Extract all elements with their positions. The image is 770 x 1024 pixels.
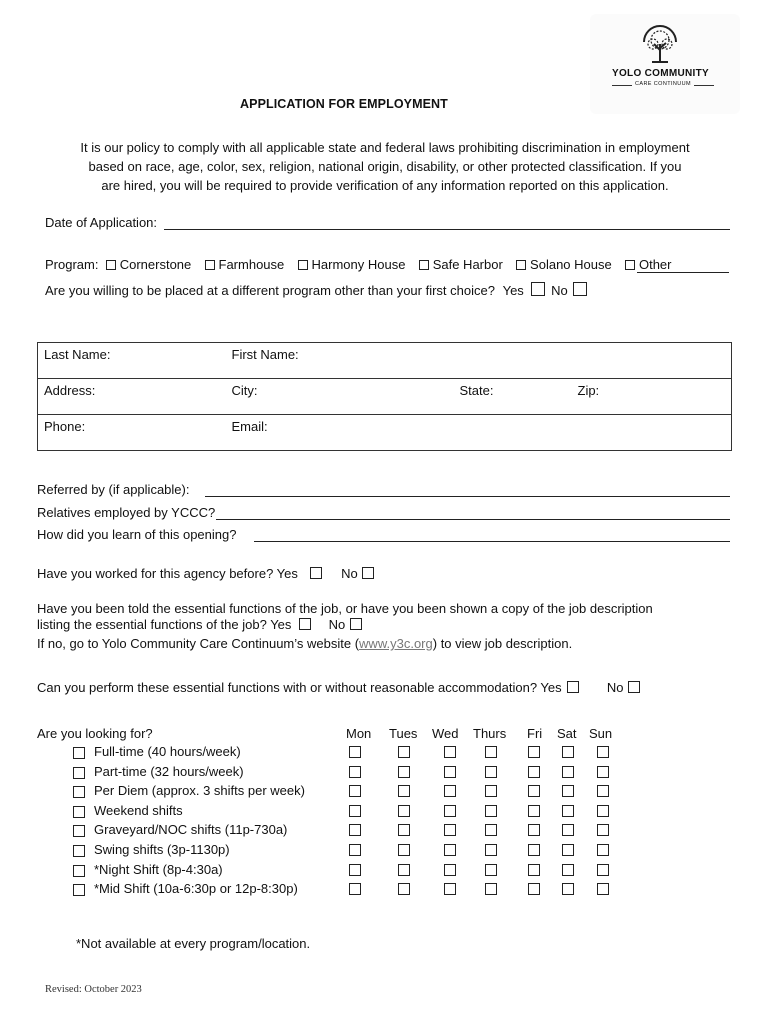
logo-rule-right: [694, 85, 714, 86]
city-cell[interactable]: [226, 379, 454, 415]
no-label: No: [328, 617, 346, 632]
day-checkbox-thurs[interactable]: [485, 746, 497, 758]
shift-type-checkbox[interactable]: [73, 845, 85, 857]
placement-no-checkbox[interactable]: [573, 282, 587, 296]
day-checkbox-fri[interactable]: [528, 805, 540, 817]
shift-row: [0, 822, 770, 840]
placement-row: [45, 282, 587, 298]
day-checkbox-sun[interactable]: [597, 824, 609, 836]
shift-row: [0, 881, 770, 899]
day-checkbox-tues[interactable]: [398, 864, 410, 876]
program-solano-house-checkbox[interactable]: [516, 260, 526, 270]
day-checkbox-thurs[interactable]: [485, 805, 497, 817]
worked-before-question: Have you worked for this agency before? Yes: [37, 566, 298, 581]
program-option: Harmony House: [311, 257, 406, 272]
website-link[interactable]: www.y3c.org: [359, 636, 433, 651]
program-harmony-house-checkbox[interactable]: [298, 260, 308, 270]
no-label: No: [341, 566, 358, 581]
worked-before-yes-checkbox[interactable]: [310, 567, 322, 579]
shift-type-checkbox[interactable]: [73, 806, 85, 818]
day-checkbox-mon[interactable]: [349, 785, 361, 797]
table-row: [38, 343, 732, 379]
day-checkbox-sun[interactable]: [597, 766, 609, 778]
program-option: Farmhouse: [218, 257, 285, 272]
shift-label: Full-time (40 hours/week): [94, 744, 241, 759]
worked-before-no-checkbox[interactable]: [362, 567, 374, 579]
day-checkbox-tues[interactable]: [398, 844, 410, 856]
day-checkbox-sun[interactable]: [597, 805, 609, 817]
referred-by-field[interactable]: [205, 496, 730, 497]
last-name-cell[interactable]: [38, 343, 226, 379]
day-checkbox-wed[interactable]: [444, 864, 456, 876]
day-checkbox-fri[interactable]: [528, 864, 540, 876]
essential-no-checkbox[interactable]: [350, 618, 362, 630]
program-cornerstone-checkbox[interactable]: [106, 260, 116, 270]
address-label: Address:: [44, 383, 96, 398]
day-checkbox-sat[interactable]: [562, 824, 574, 836]
learned-field[interactable]: [254, 541, 730, 542]
day-checkbox-tues[interactable]: [398, 824, 410, 836]
day-header-sun: Sun: [589, 726, 613, 741]
day-checkbox-thurs[interactable]: [485, 864, 497, 876]
phone-label: Phone:: [44, 419, 86, 434]
availability-note: *Not available at every program/location.: [76, 936, 311, 951]
zip-label: Zip:: [577, 383, 600, 398]
shift-label: Part-time (32 hours/week): [94, 763, 244, 779]
day-checkbox-wed[interactable]: [444, 746, 456, 758]
day-checkbox-tues[interactable]: [398, 766, 410, 778]
day-checkbox-sun[interactable]: [597, 864, 609, 876]
shift-label: *Night Shift (8p-4:30a): [94, 861, 223, 877]
shift-label: *Mid Shift (10a-6:30p or 12p-8:30p): [94, 881, 298, 897]
blank-cell: [454, 343, 572, 379]
accommodation-row: [37, 680, 640, 695]
day-checkbox-fri[interactable]: [528, 824, 540, 836]
program-row: [45, 257, 671, 272]
day-checkbox-sat[interactable]: [562, 766, 574, 778]
address-cell[interactable]: [38, 379, 226, 415]
day-checkbox-thurs[interactable]: [485, 883, 497, 895]
program-option: Other: [638, 257, 672, 272]
day-checkbox-mon[interactable]: [349, 883, 361, 895]
day-checkbox-wed[interactable]: [444, 766, 456, 778]
day-checkbox-sun[interactable]: [597, 785, 609, 797]
city-label: City:: [231, 383, 258, 398]
email-label: Email:: [231, 419, 268, 434]
day-checkbox-mon[interactable]: [349, 844, 361, 856]
worked-before-row: [37, 566, 374, 581]
tree-icon: [638, 24, 682, 64]
day-checkbox-wed[interactable]: [444, 883, 456, 895]
day-header-tues: Tues: [389, 726, 418, 741]
zip-cell[interactable]: [572, 379, 732, 415]
day-checkbox-fri[interactable]: [528, 746, 540, 758]
first-name-label: First Name:: [231, 347, 299, 362]
logo-org-name: YOLO COMMUNITY: [612, 68, 709, 79]
day-checkbox-fri[interactable]: [528, 785, 540, 797]
day-checkbox-wed[interactable]: [444, 805, 456, 817]
date-label: Date of Application:: [45, 215, 158, 230]
no-label: No: [606, 680, 624, 695]
day-checkbox-tues[interactable]: [398, 883, 410, 895]
program-farmhouse-checkbox[interactable]: [205, 260, 215, 270]
shift-label: Graveyard/NOC shifts (11p-730a): [94, 822, 288, 838]
day-checkbox-mon[interactable]: [349, 766, 361, 778]
policy-paragraph: [40, 138, 730, 195]
table-row: [38, 415, 732, 451]
essential-line-1: Have you been told the essential functions of the job, or have you been shown a copy of the job description: [37, 601, 653, 616]
day-checkbox-thurs[interactable]: [485, 766, 497, 778]
table-row: [38, 379, 732, 415]
day-checkbox-wed[interactable]: [444, 785, 456, 797]
shift-type-checkbox[interactable]: [73, 884, 85, 896]
program-safe-harbor-checkbox[interactable]: [419, 260, 429, 270]
day-checkbox-sat[interactable]: [562, 805, 574, 817]
day-checkbox-sat[interactable]: [562, 785, 574, 797]
day-checkbox-wed[interactable]: [444, 844, 456, 856]
day-checkbox-fri[interactable]: [528, 883, 540, 895]
shift-label: Swing shifts (3p-1130p): [94, 842, 230, 857]
program-option: Solano House: [530, 257, 612, 272]
shift-type-checkbox[interactable]: [73, 865, 85, 877]
essential-yes-checkbox[interactable]: [299, 618, 311, 630]
day-header-sat: Sat: [557, 726, 577, 741]
revision-footer: Revised: October 2023: [45, 984, 142, 995]
day-header-thurs: Thurs: [473, 726, 507, 741]
day-checkbox-wed[interactable]: [444, 824, 456, 836]
shift-row: [0, 842, 770, 860]
accommodation-question: Can you perform these essential functions with or without reasonable accommodation? Yes: [37, 680, 562, 695]
day-checkbox-sun[interactable]: [597, 844, 609, 856]
placement-question: Are you willing to be placed at a different program other than your first choice?: [45, 283, 495, 298]
first-name-cell[interactable]: [226, 343, 454, 379]
day-checkbox-thurs[interactable]: [485, 785, 497, 797]
day-checkbox-mon[interactable]: [349, 864, 361, 876]
shift-row: [0, 744, 770, 762]
day-checkbox-tues[interactable]: [398, 805, 410, 817]
essential-row: [37, 617, 362, 632]
day-checkbox-tues[interactable]: [398, 785, 410, 797]
accommodation-yes-checkbox[interactable]: [567, 681, 579, 693]
accommodation-no-checkbox[interactable]: [628, 681, 640, 693]
learned-label: How did you learn of this opening?: [37, 527, 237, 542]
program-option: Safe Harbor: [432, 257, 503, 272]
shift-row: [0, 803, 770, 821]
blank-cell: [572, 415, 732, 451]
logo-rule-left: [612, 85, 632, 86]
day-header-fri: Fri: [527, 726, 543, 741]
logo-tagline: CARE CONTINUUM: [635, 81, 692, 87]
phone-cell[interactable]: [38, 415, 226, 451]
day-checkbox-thurs[interactable]: [485, 844, 497, 856]
shift-type-checkbox[interactable]: [73, 747, 85, 759]
day-header-mon: Mon: [346, 726, 372, 741]
yes-label: Yes: [502, 283, 524, 298]
shift-label: Per Diem (approx. 3 shifts per week): [94, 783, 305, 799]
blank-cell: [454, 415, 572, 451]
day-checkbox-sun[interactable]: [597, 746, 609, 758]
day-checkbox-tues[interactable]: [398, 746, 410, 758]
program-label: Program:: [45, 257, 99, 272]
policy-line: are hired, you will be required to provide verification of any information reported on this application.: [101, 178, 669, 193]
website-suffix: ) to view job description.: [432, 636, 573, 651]
day-checkbox-fri[interactable]: [528, 844, 540, 856]
no-label: No: [551, 283, 568, 298]
policy-line: It is our policy to comply with all applicable state and federal laws prohibiting discrimination in employment: [80, 140, 690, 155]
policy-line: based on race, age, color, sex, religion, national origin, disability, or other protected classification. If you: [88, 159, 682, 174]
referred-by-label: Referred by (if applicable):: [37, 482, 190, 497]
program-other-checkbox[interactable]: [625, 260, 635, 270]
day-checkbox-sun[interactable]: [597, 883, 609, 895]
shift-row: [0, 862, 770, 880]
shift-type-checkbox[interactable]: [73, 825, 85, 837]
placement-yes-checkbox[interactable]: [531, 282, 545, 296]
website-row: [37, 636, 572, 651]
day-checkbox-fri[interactable]: [528, 766, 540, 778]
shift-type-checkbox[interactable]: [73, 786, 85, 798]
day-header-wed: Wed: [432, 726, 459, 741]
logo: [590, 14, 740, 114]
program-option: Cornerstone: [119, 257, 192, 272]
day-checkbox-sat[interactable]: [562, 883, 574, 895]
shift-label: Weekend shifts: [94, 802, 183, 818]
day-checkbox-sat[interactable]: [562, 746, 574, 758]
applicant-info-table: [37, 342, 732, 451]
day-checkbox-sat[interactable]: [562, 864, 574, 876]
day-checkbox-sat[interactable]: [562, 844, 574, 856]
relatives-field[interactable]: [216, 519, 730, 520]
shift-row: [0, 764, 770, 782]
shift-row: [0, 783, 770, 801]
shift-type-checkbox[interactable]: [73, 767, 85, 779]
program-other-field[interactable]: [637, 272, 729, 273]
relatives-label: Relatives employed by YCCC?: [37, 505, 216, 520]
page-title: APPLICATION FOR EMPLOYMENT: [240, 97, 448, 111]
state-cell[interactable]: [454, 379, 572, 415]
looking-for-label: Are you looking for?: [37, 726, 153, 741]
website-prefix: If no, go to Yolo Community Care Continuum’s website (: [37, 636, 360, 651]
blank-cell: [572, 343, 732, 379]
essential-question: listing the essential functions of the job? Yes: [37, 617, 292, 632]
day-checkbox-thurs[interactable]: [485, 824, 497, 836]
day-checkbox-mon[interactable]: [349, 824, 361, 836]
date-field[interactable]: [164, 229, 730, 230]
email-cell[interactable]: [226, 415, 454, 451]
day-checkbox-mon[interactable]: [349, 805, 361, 817]
last-name-label: Last Name:: [44, 347, 111, 362]
day-checkbox-mon[interactable]: [349, 746, 361, 758]
state-label: State:: [459, 383, 494, 398]
